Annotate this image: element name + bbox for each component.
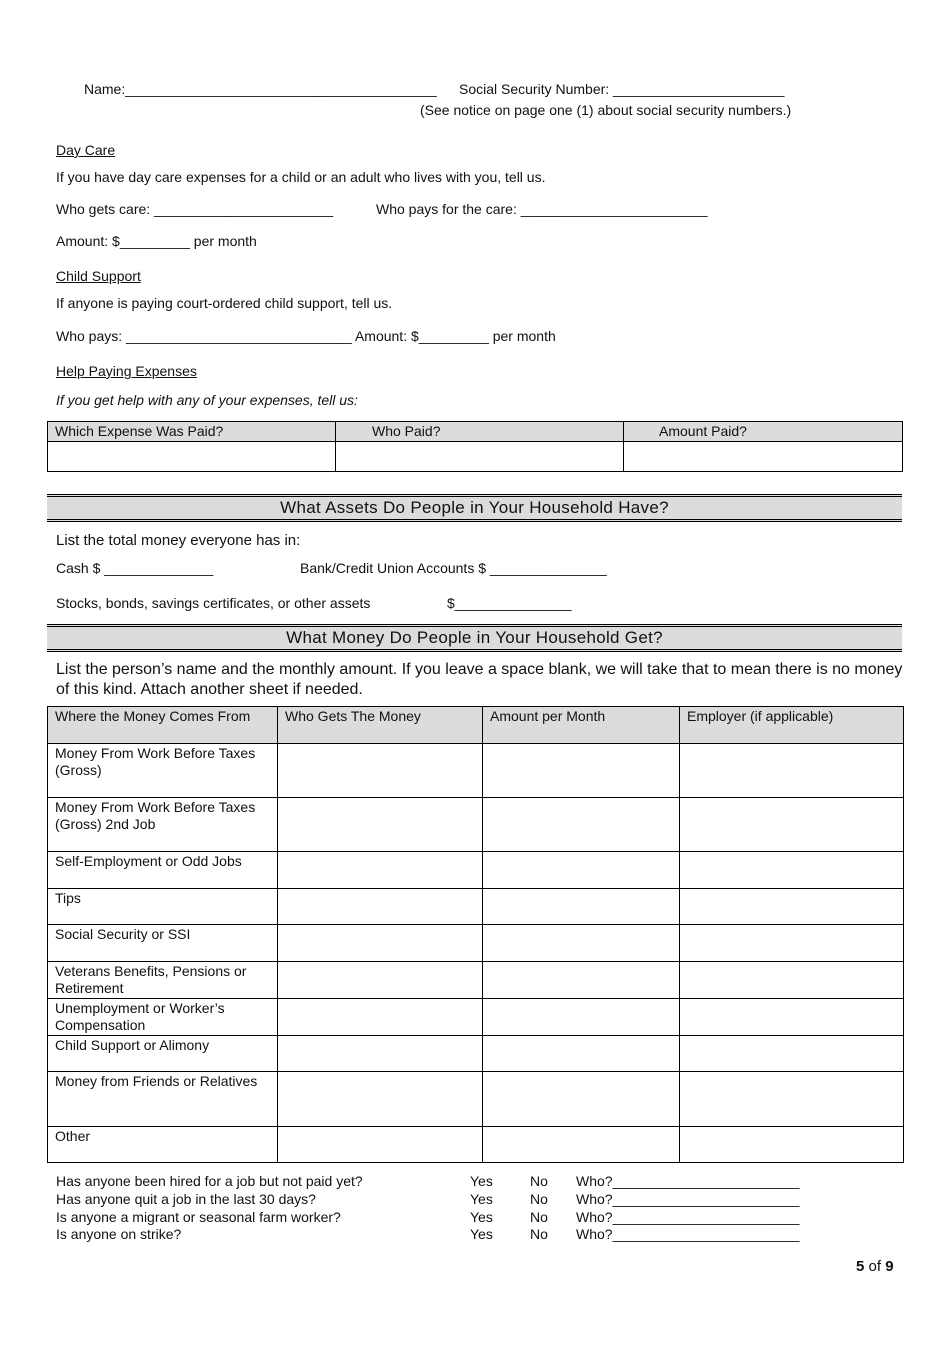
ssn-field[interactable]: Social Security Number: ______________________ [459,81,785,97]
employer-cell[interactable] [680,999,904,1036]
stocks-label: Stocks, bonds, savings certificates, or other assets [56,595,371,611]
amount-cell[interactable] [483,999,680,1036]
child-support-heading: Child Support [56,268,141,284]
col-employer: Employer (if applicable) [680,707,904,744]
who-field[interactable]: Who?________________________ [576,1226,800,1242]
who-field[interactable]: Who?________________________ [576,1191,800,1207]
employer-cell[interactable] [680,1072,904,1127]
yes-option[interactable]: Yes [470,1191,493,1207]
amount-cell[interactable] [483,962,680,999]
amount-cell[interactable] [483,889,680,925]
who-gets-care-field[interactable]: Who gets care: _______________________ [56,201,334,217]
amount-cell[interactable] [483,1127,680,1163]
col-amount-month: Amount per Month [483,707,680,744]
page-of: of [868,1258,882,1275]
employer-cell[interactable] [680,889,904,925]
who-gets-cell[interactable] [278,962,483,999]
help-paying-intro: If you get help with any of your expenses, tell us: [56,392,358,408]
day-care-intro: If you have day care expenses for a child or an adult who lives with you, tell us. [56,169,546,185]
income-row-label: Veterans Benefits, Pensions or Retirement [48,962,278,999]
income-table [47,706,904,1163]
who-gets-cell[interactable] [278,1127,483,1163]
total-pages: 9 [885,1258,894,1275]
col-which-expense: Which Expense Was Paid? [48,422,336,442]
col-who-paid: Who Paid? [336,422,624,442]
no-option[interactable]: No [530,1173,548,1189]
day-care-heading: Day Care [56,142,116,158]
current-page: 5 [856,1258,865,1275]
who-gets-cell[interactable] [278,1036,483,1072]
no-option[interactable]: No [530,1191,548,1207]
col-who-gets: Who Gets The Money [278,707,483,744]
employer-cell[interactable] [680,744,904,798]
yes-option[interactable]: Yes [470,1226,493,1242]
who-field[interactable]: Who?________________________ [576,1209,800,1225]
question-on-strike: Is anyone on strike? [56,1226,182,1242]
income-intro: List the person’s name and the monthly amount. If you leave a space blank, we will take that to mean there is no money of this kind. Attach another sheet if needed. [56,661,903,698]
question-migrant-worker: Is anyone a migrant or seasonal farm worker? [56,1209,341,1225]
who-gets-cell[interactable] [278,999,483,1036]
stocks-field[interactable]: $_______________ [447,595,572,611]
income-row-label: Money From Work Before Taxes (Gross) 2nd Job [48,798,278,852]
question-hired-not-paid: Has anyone been hired for a job but not paid yet? [56,1173,363,1189]
who-paid-cell[interactable] [336,442,624,472]
employer-cell[interactable] [680,962,904,999]
who-gets-cell[interactable] [278,925,483,962]
income-row-label: Tips [48,889,278,925]
who-gets-cell[interactable] [278,852,483,889]
day-care-amount-field[interactable]: Amount: $_________ per month [56,233,257,249]
income-row-label: Unemployment or Worker’s Compensation [48,999,278,1036]
page-number [856,1258,894,1275]
col-money-source: Where the Money Comes From [48,707,278,744]
assets-section-header: What Assets Do People in Your Household Have? [47,494,902,522]
name-field[interactable]: Name:________________________________________ [84,81,437,97]
col-amount-paid: Amount Paid? [624,422,903,442]
question-quit-job: Has anyone quit a job in the last 30 days? [56,1191,316,1207]
employer-cell[interactable] [680,1036,904,1072]
who-field[interactable]: Who?________________________ [576,1173,800,1189]
who-pays-care-field[interactable]: Who pays for the care: ________________________ [376,201,708,217]
bank-accounts-field[interactable]: Bank/Credit Union Accounts $ _______________ [300,560,607,576]
employer-cell[interactable] [680,1127,904,1163]
employer-cell[interactable] [680,798,904,852]
amount-cell[interactable] [483,925,680,962]
help-paying-heading: Help Paying Expenses [56,363,197,379]
amount-cell[interactable] [483,1072,680,1127]
employer-cell[interactable] [680,925,904,962]
amount-cell[interactable] [483,798,680,852]
who-gets-cell[interactable] [278,744,483,798]
yes-option[interactable]: Yes [470,1173,493,1189]
income-row-label: Child Support or Alimony [48,1036,278,1072]
cash-field[interactable]: Cash $ ______________ [56,560,214,576]
expense-cell[interactable] [48,442,336,472]
ssn-notice: (See notice on page one (1) about social security numbers.) [420,102,792,118]
income-section-header: What Money Do People in Your Household Get? [47,624,902,652]
yes-option[interactable]: Yes [470,1209,493,1225]
amount-cell[interactable] [483,852,680,889]
no-option[interactable]: No [530,1209,548,1225]
child-support-payer-field[interactable]: Who pays: _____________________________ Amount: $_________ per month [56,328,556,344]
who-gets-cell[interactable] [278,1072,483,1127]
help-paying-table [47,421,903,472]
who-gets-cell[interactable] [278,798,483,852]
amount-cell[interactable] [483,1036,680,1072]
child-support-intro: If anyone is paying court-ordered child support, tell us. [56,295,393,311]
income-row-label: Money From Work Before Taxes (Gross) [48,744,278,798]
income-row-label: Self-Employment or Odd Jobs [48,852,278,889]
who-gets-cell[interactable] [278,889,483,925]
income-row-label: Social Security or SSI [48,925,278,962]
no-option[interactable]: No [530,1226,548,1242]
assets-intro: List the total money everyone has in: [56,532,301,549]
amount-cell[interactable] [483,744,680,798]
employer-cell[interactable] [680,852,904,889]
income-row-label: Money from Friends or Relatives [48,1072,278,1127]
income-row-label: Other [48,1127,278,1163]
amount-paid-cell[interactable] [624,442,903,472]
